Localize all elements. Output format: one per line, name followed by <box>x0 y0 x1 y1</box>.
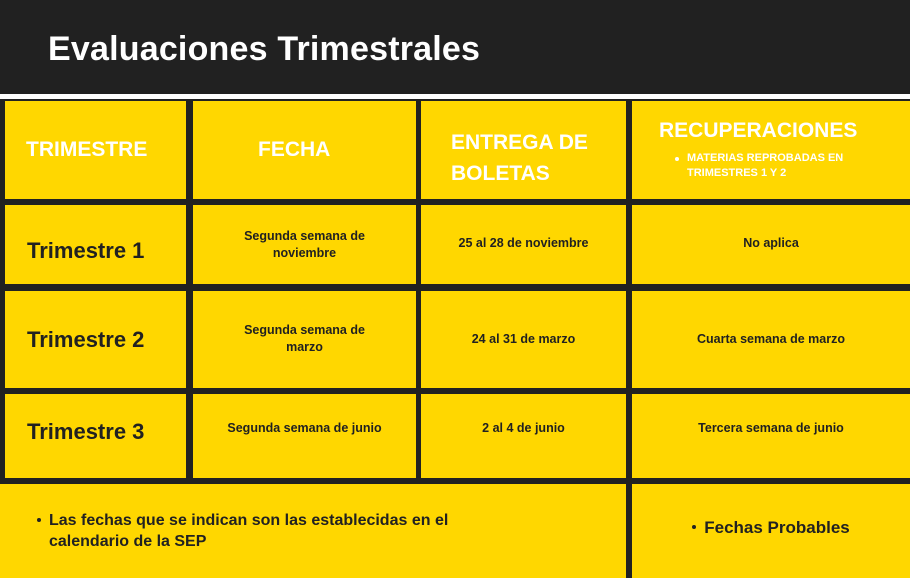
footer-note-item <box>37 510 448 552</box>
row2-fecha <box>193 291 416 388</box>
row1-fecha-line1: Segunda semana de <box>244 228 365 243</box>
row3-fecha-value: Segunda semana de junio <box>227 420 382 435</box>
row2-trimestre-label: Trimestre 2 <box>27 326 145 352</box>
header-recuperaciones <box>632 101 910 199</box>
footer-note <box>0 484 626 578</box>
row3-entrega-value: 2 al 4 de junio <box>482 420 565 435</box>
row3-trimestre <box>5 394 186 478</box>
row3-entrega <box>421 394 626 478</box>
page-title: Evaluaciones Trimestrales <box>48 30 481 68</box>
row1-fecha <box>193 205 416 284</box>
header-recuperaciones-label: RECUPERACIONES <box>659 119 858 142</box>
recuperaciones-sub-line1: MATERIAS REPROBADAS EN <box>687 152 844 164</box>
row3-recuperacion-value: Tercera semana de junio <box>698 420 844 435</box>
header-entrega <box>421 101 626 199</box>
row2-entrega-value: 24 al 31 de marzo <box>471 332 576 346</box>
header-trimestre-label: TRIMESTRE <box>26 138 148 161</box>
recuperaciones-subnote <box>675 151 875 181</box>
footer-probables-label: Fechas Probables <box>704 517 850 537</box>
recuperaciones-sub-line2: TRIMESTRES 1 Y 2 <box>687 167 787 179</box>
row1-entrega <box>421 205 626 284</box>
footer-probables <box>632 484 910 578</box>
header-entrega-line2: BOLETAS <box>451 162 550 185</box>
header-fecha <box>193 101 416 199</box>
header-trimestre <box>5 101 186 199</box>
row2-fecha-line2: marzo <box>286 339 323 354</box>
row1-fecha-line2: noviembre <box>272 245 337 260</box>
footer-probables-item <box>692 517 850 538</box>
header-entrega-line1: ENTREGA DE <box>451 131 588 154</box>
row2-trimestre <box>5 291 186 388</box>
header-fecha-label: FECHA <box>258 138 331 161</box>
footer-note-line2: calendario de la SEP <box>49 533 207 550</box>
row3-recuperacion <box>632 394 910 478</box>
bullet-icon <box>37 518 41 522</box>
row1-entrega-value: 25 al 28 de noviembre <box>458 236 589 250</box>
row3-fecha <box>193 394 416 478</box>
footer-note-line1: Las fechas que se indican son las establecidas en el <box>49 512 449 529</box>
row1-trimestre-label: Trimestre 1 <box>27 237 145 263</box>
bullet-icon <box>692 525 696 529</box>
row1-recuperacion-value: No aplica <box>743 236 799 250</box>
row2-fecha-line1: Segunda semana de <box>244 322 365 337</box>
row1-trimestre <box>5 205 186 284</box>
title-divider <box>0 94 910 99</box>
title-bar <box>0 0 910 94</box>
bullet-icon <box>675 157 679 161</box>
row2-recuperacion <box>632 291 910 388</box>
row3-trimestre-label: Trimestre 3 <box>27 419 145 444</box>
row1-recuperacion <box>632 205 910 284</box>
row2-recuperacion-value: Cuarta semana de marzo <box>697 332 845 346</box>
row2-entrega <box>421 291 626 388</box>
